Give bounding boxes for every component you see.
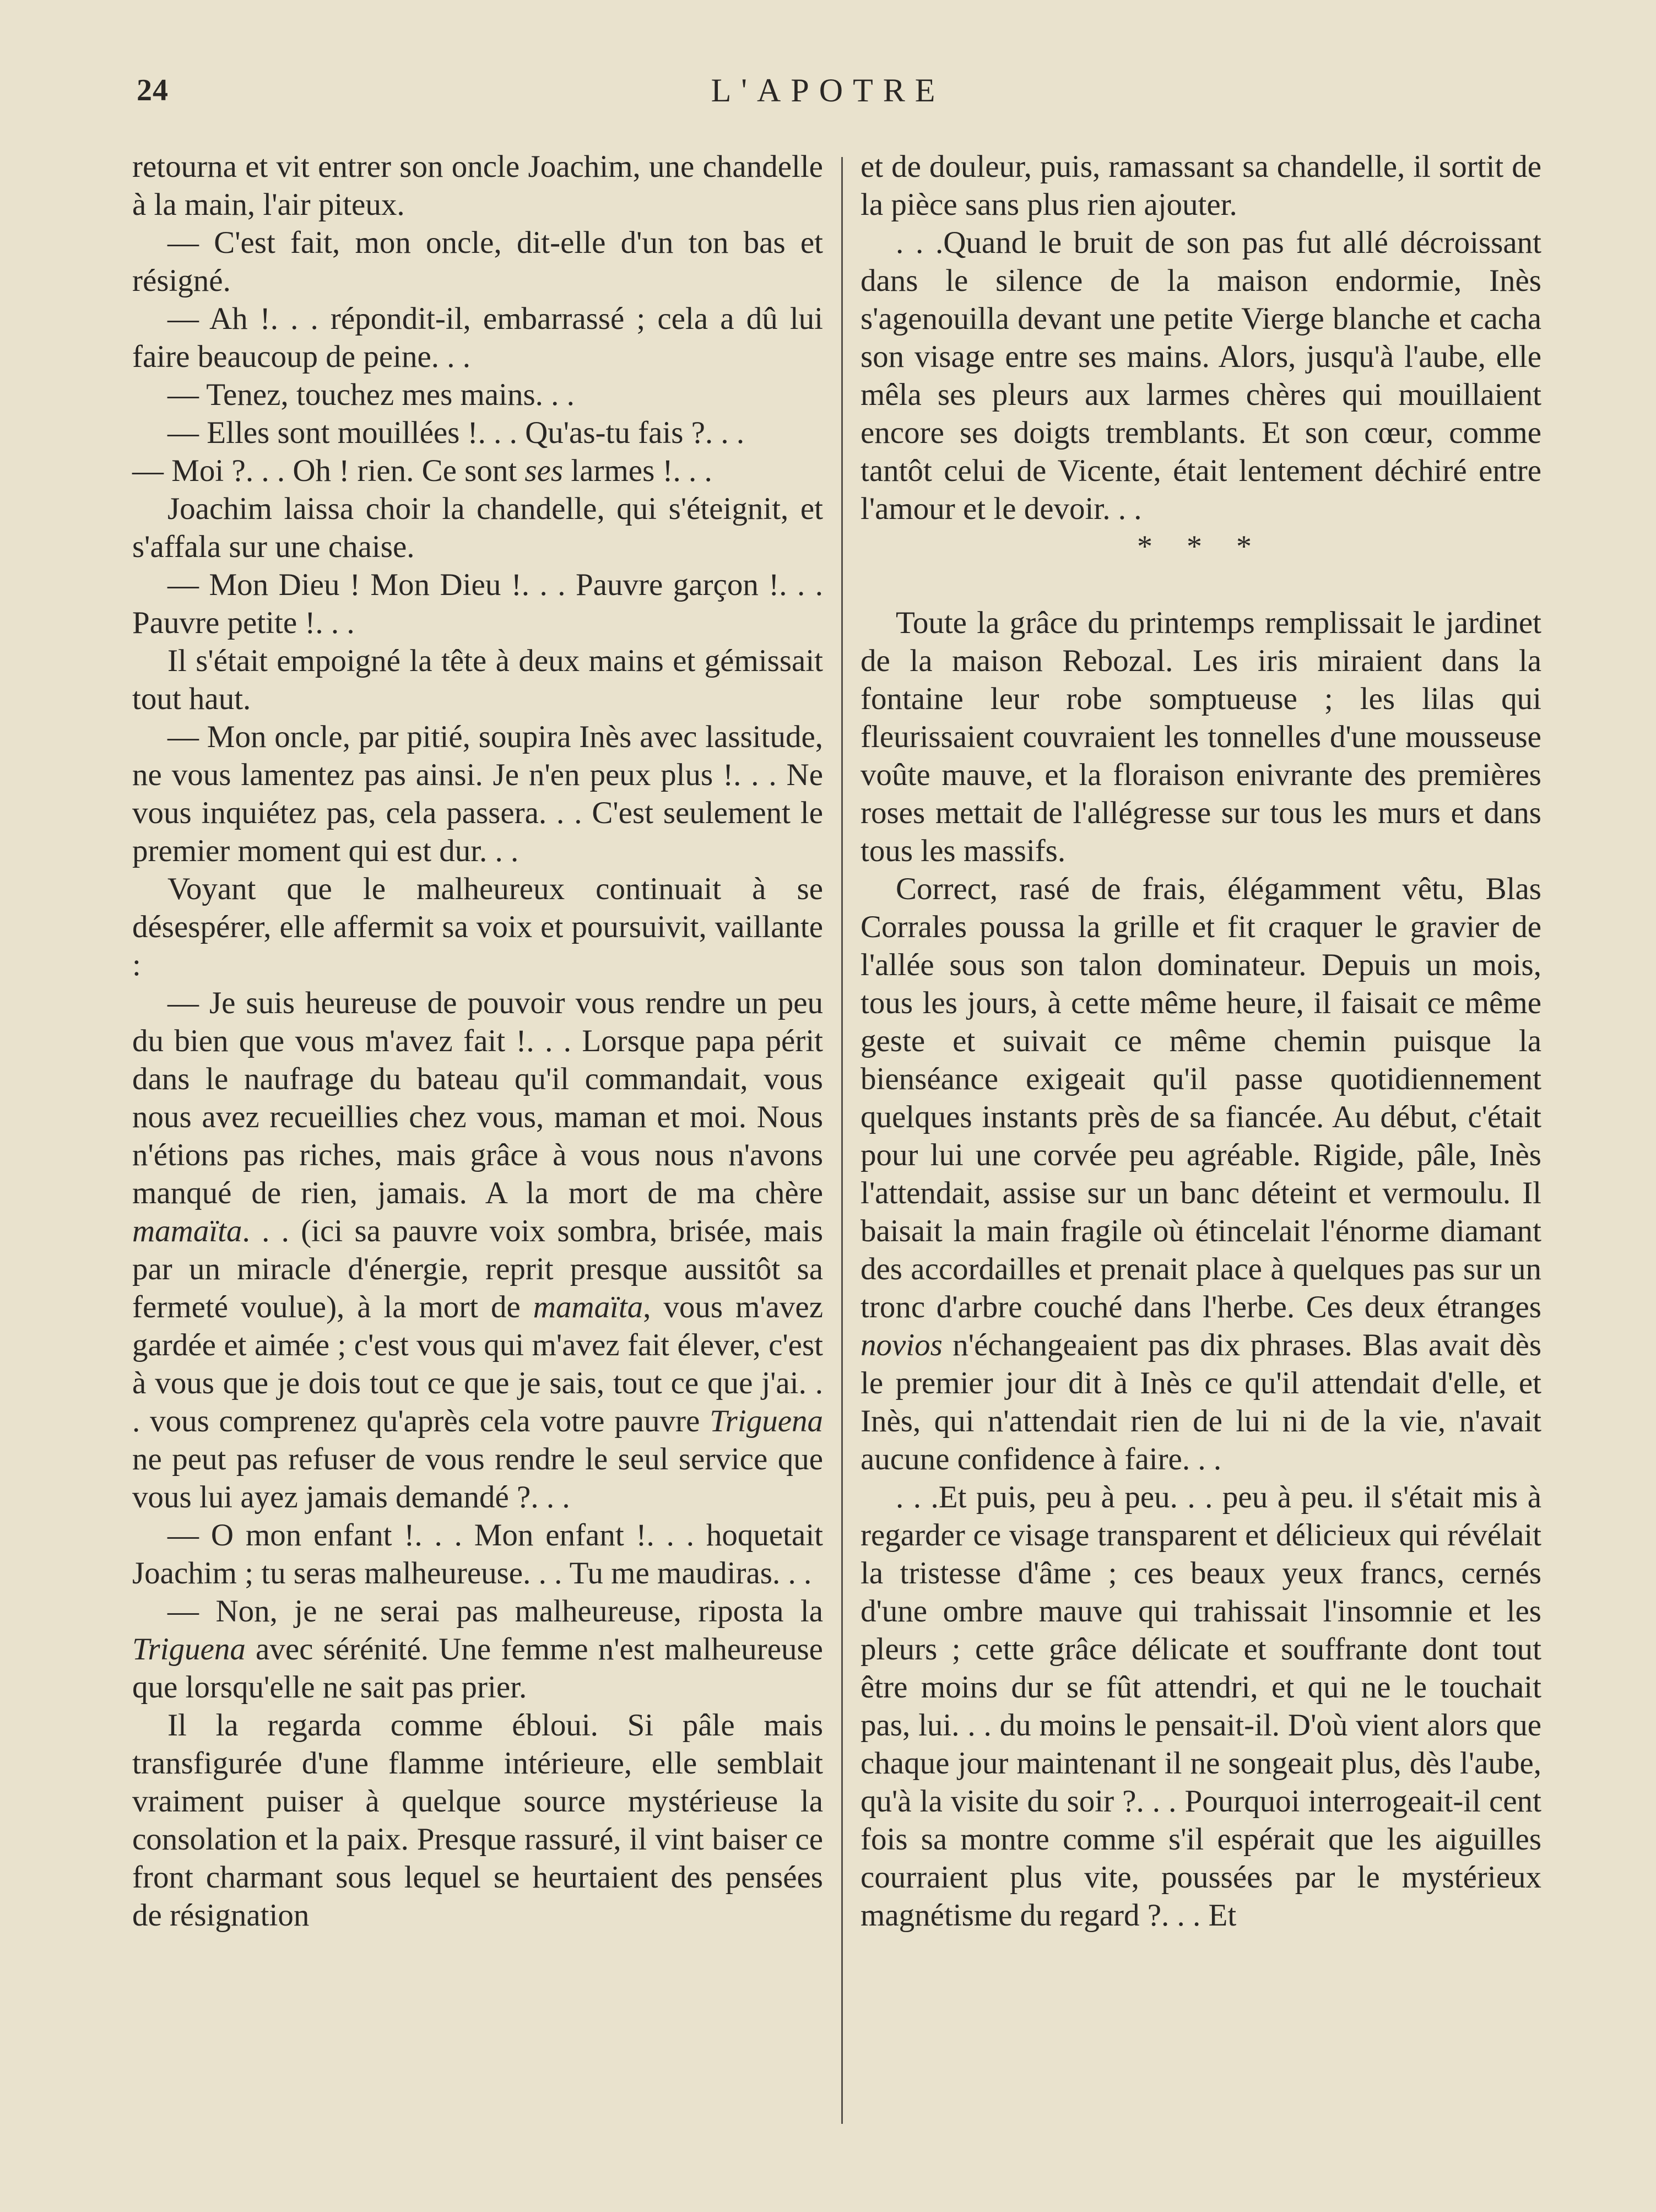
text-run: n'échangeaient pas dix phrases. Blas avait dès le premier jour dit à Inès ce qu'il attendait d'elle, et Inès, qui n'attendait rien de lui ni de la vie, n'avait aucune confidence à faire. . . — [861, 1328, 1541, 1477]
italic-text: mamaïta — [533, 1290, 643, 1324]
paragraph — [132, 1592, 823, 1706]
paragraph — [132, 452, 823, 490]
running-title: L'APOTRE — [711, 72, 945, 109]
text-run: larmes !. . . — [563, 453, 712, 488]
text-run: — Je suis heureuse de pouvoir vous rendre un peu du bien que vous m'avez fait !. . . Lorsque papa périt dans le naufrage du bateau qu'il commandait, vous nous avez recueillies chez vous, maman et moi. Nous n'étions pas riches, mais grâce à vous nous n'avons manqué de rien, jamais. A la mort de ma chère — [132, 986, 823, 1210]
italic-text: Triguena — [710, 1404, 823, 1438]
text-run: — Moi ?. . . Oh ! rien. Ce sont — [132, 453, 525, 488]
left-column — [132, 148, 823, 1934]
right-column — [861, 148, 1541, 1934]
italic-text: Triguena — [132, 1632, 246, 1667]
text-run: Correct, rasé de frais, élégamment vêtu, Blas Corrales poussa la grille et fit craquer le gravier de l'allée sous son talon dominateur. Depuis un mois, tous les jours, à cette même heure, il faisait ce même geste et suivait ce même chemin puisque la bienséance exigeait qu'il passe quotidiennement quelques instants près de sa fiancée. Au début, c'était pour lui une corvée peu agréable. Rigide, pâle, Inès l'attendait, assise sur un banc déteint et vermoulu. Il baisait la main fragile où étincelait l'énorme diamant des accordailles et prenait place à quelques pas sur un tronc d'arbre couché dans l'herbe. Ces deux étranges — [861, 872, 1541, 1324]
paragraph: Il la regarda comme ébloui. Si pâle mais transfigurée d'une flamme intérieure, elle semblait vraiment puiser à quelque source mystérieuse la consolation et la paix. Presque rassuré, il vint baiser ce front charmant sous lequel se heurtaient des pensées de résignation — [132, 1708, 823, 1933]
paragraph: Voyant que le malheureux continuait à se désespérer, elle affermit sa voix et poursuivit, vaillante : — [132, 872, 823, 982]
paragraph — [132, 984, 823, 1516]
paragraph: Toute la grâce du printemps remplissait le jardinet de la maison Rebozal. Les iris miraient dans la fontaine leur robe somptueuse ; les lilas qui fleurissaient couvraient les tonnelles d'une mousseuse voûte mauve, et la floraison enivrante des premières roses mettait de l'allégresse sur tous les murs et dans tous les massifs. — [861, 605, 1541, 868]
section-separator: * * * — [1137, 529, 1265, 564]
paragraph: — Elles sont mouillées !. . . Qu'as-tu fais ?. . . — [167, 415, 745, 450]
text-run: avec sérénité. Une femme n'est malheureuse que lorsqu'elle ne sait pas prier. — [132, 1632, 823, 1705]
paragraph: — Tenez, touchez mes mains. . . — [167, 377, 575, 412]
paragraph: Il s'était empoigné la tête à deux mains et gémissait tout haut. — [132, 643, 823, 716]
italic-text: ses — [524, 453, 564, 488]
text-run: — Non, je ne serai pas malheureuse, riposta la — [167, 1594, 823, 1629]
paragraph: retourna et vit entrer son oncle Joachim, une chandelle à la main, l'air piteux. — [132, 149, 823, 222]
paragraph: — C'est fait, mon oncle, dit-elle d'un ton bas et résigné. — [132, 225, 823, 298]
paragraph: — Mon oncle, par pitié, soupira Inès avec lassitude, ne vous lamentez pas ainsi. Je n'en peux plus !. . . Ne vous inquiétez pas, cela passera. . . C'est seulement le premier moment qui est dur. . . — [132, 720, 823, 868]
italic-text: novios — [861, 1328, 943, 1362]
text-run: , vous m'avez gardée et aimée ; c'est vous qui m'avez fait élever, c'est à vous que je dois tout ce que je sais, tout ce que j'ai. . . vous comprenez qu'après cela votre pauvre — [132, 1290, 824, 1438]
paragraph — [861, 870, 1541, 1478]
paragraph: et de douleur, puis, ramassant sa chandelle, il sortit de la pièce sans plus rien ajouter. — [861, 149, 1541, 222]
text-run: ne peut pas refuser de vous rendre le seul service que vous lui ayez jamais demandé ?. . . — [132, 1442, 823, 1515]
paragraph: Joachim laissa choir la chandelle, qui s'éteignit, et s'affala sur une chaise. — [132, 491, 823, 564]
page-number: 24 — [137, 73, 169, 107]
paragraph: . . .Et puis, peu à peu. . . peu à peu. il s'était mis à regarder ce visage transparent et délicieux qui révélait la tristesse d'âme ; ces beaux yeux francs, cernés d'une ombre mauve qui trahissait l'insomnie et les pleurs ; cette grâce délicate et souffrante dont tout être moins dur se fût attendri, et qui ne le touchait pas, lui. . . du moins le pensait-il. D'où vient alors que chaque jour maintenant il ne songeait plus, dès l'aube, qu'à la visite du soir ?. . . Pourquoi interrogeait-il cent fois sa montre comme s'il espérait que les aiguilles courraient plus vite, poussées par le mystérieux magnétisme du regard ?. . . Et — [861, 1480, 1541, 1933]
paragraph: — Mon Dieu ! Mon Dieu !. . . Pauvre garçon !. . . Pauvre petite !. . . — [132, 567, 823, 640]
column-rule — [841, 157, 843, 2124]
paragraph: . . .Quand le bruit de son pas fut allé décroissant dans le silence de la maison endormie, Inès s'agenouilla devant une petite Vierge blanche et cacha son visage entre ses mains. Alors, jusqu'à l'aube, elle mêla ses pleurs aux larmes chères qui mouillaient encore ses doigts tremblants. Et son cœur, comme tantôt celui de Vicente, était lentement déchiré entre l'amour et le devoir. . . — [861, 225, 1541, 526]
paragraph: — O mon enfant !. . . Mon enfant !. . . hoquetait Joachim ; tu seras malheureuse. . . Tu me maudiras. . . — [132, 1518, 823, 1591]
text-run: . . . (ici sa pauvre voix sombra, brisée, mais par un miracle d'énergie, reprit presque aussitôt sa fermeté voulue), à la mort de — [132, 1214, 823, 1324]
paragraph: — Ah !. . . répondit-il, embarrassé ; cela a dû lui faire beaucoup de peine. . . — [132, 301, 823, 374]
italic-text: mamaïta — [132, 1214, 242, 1248]
